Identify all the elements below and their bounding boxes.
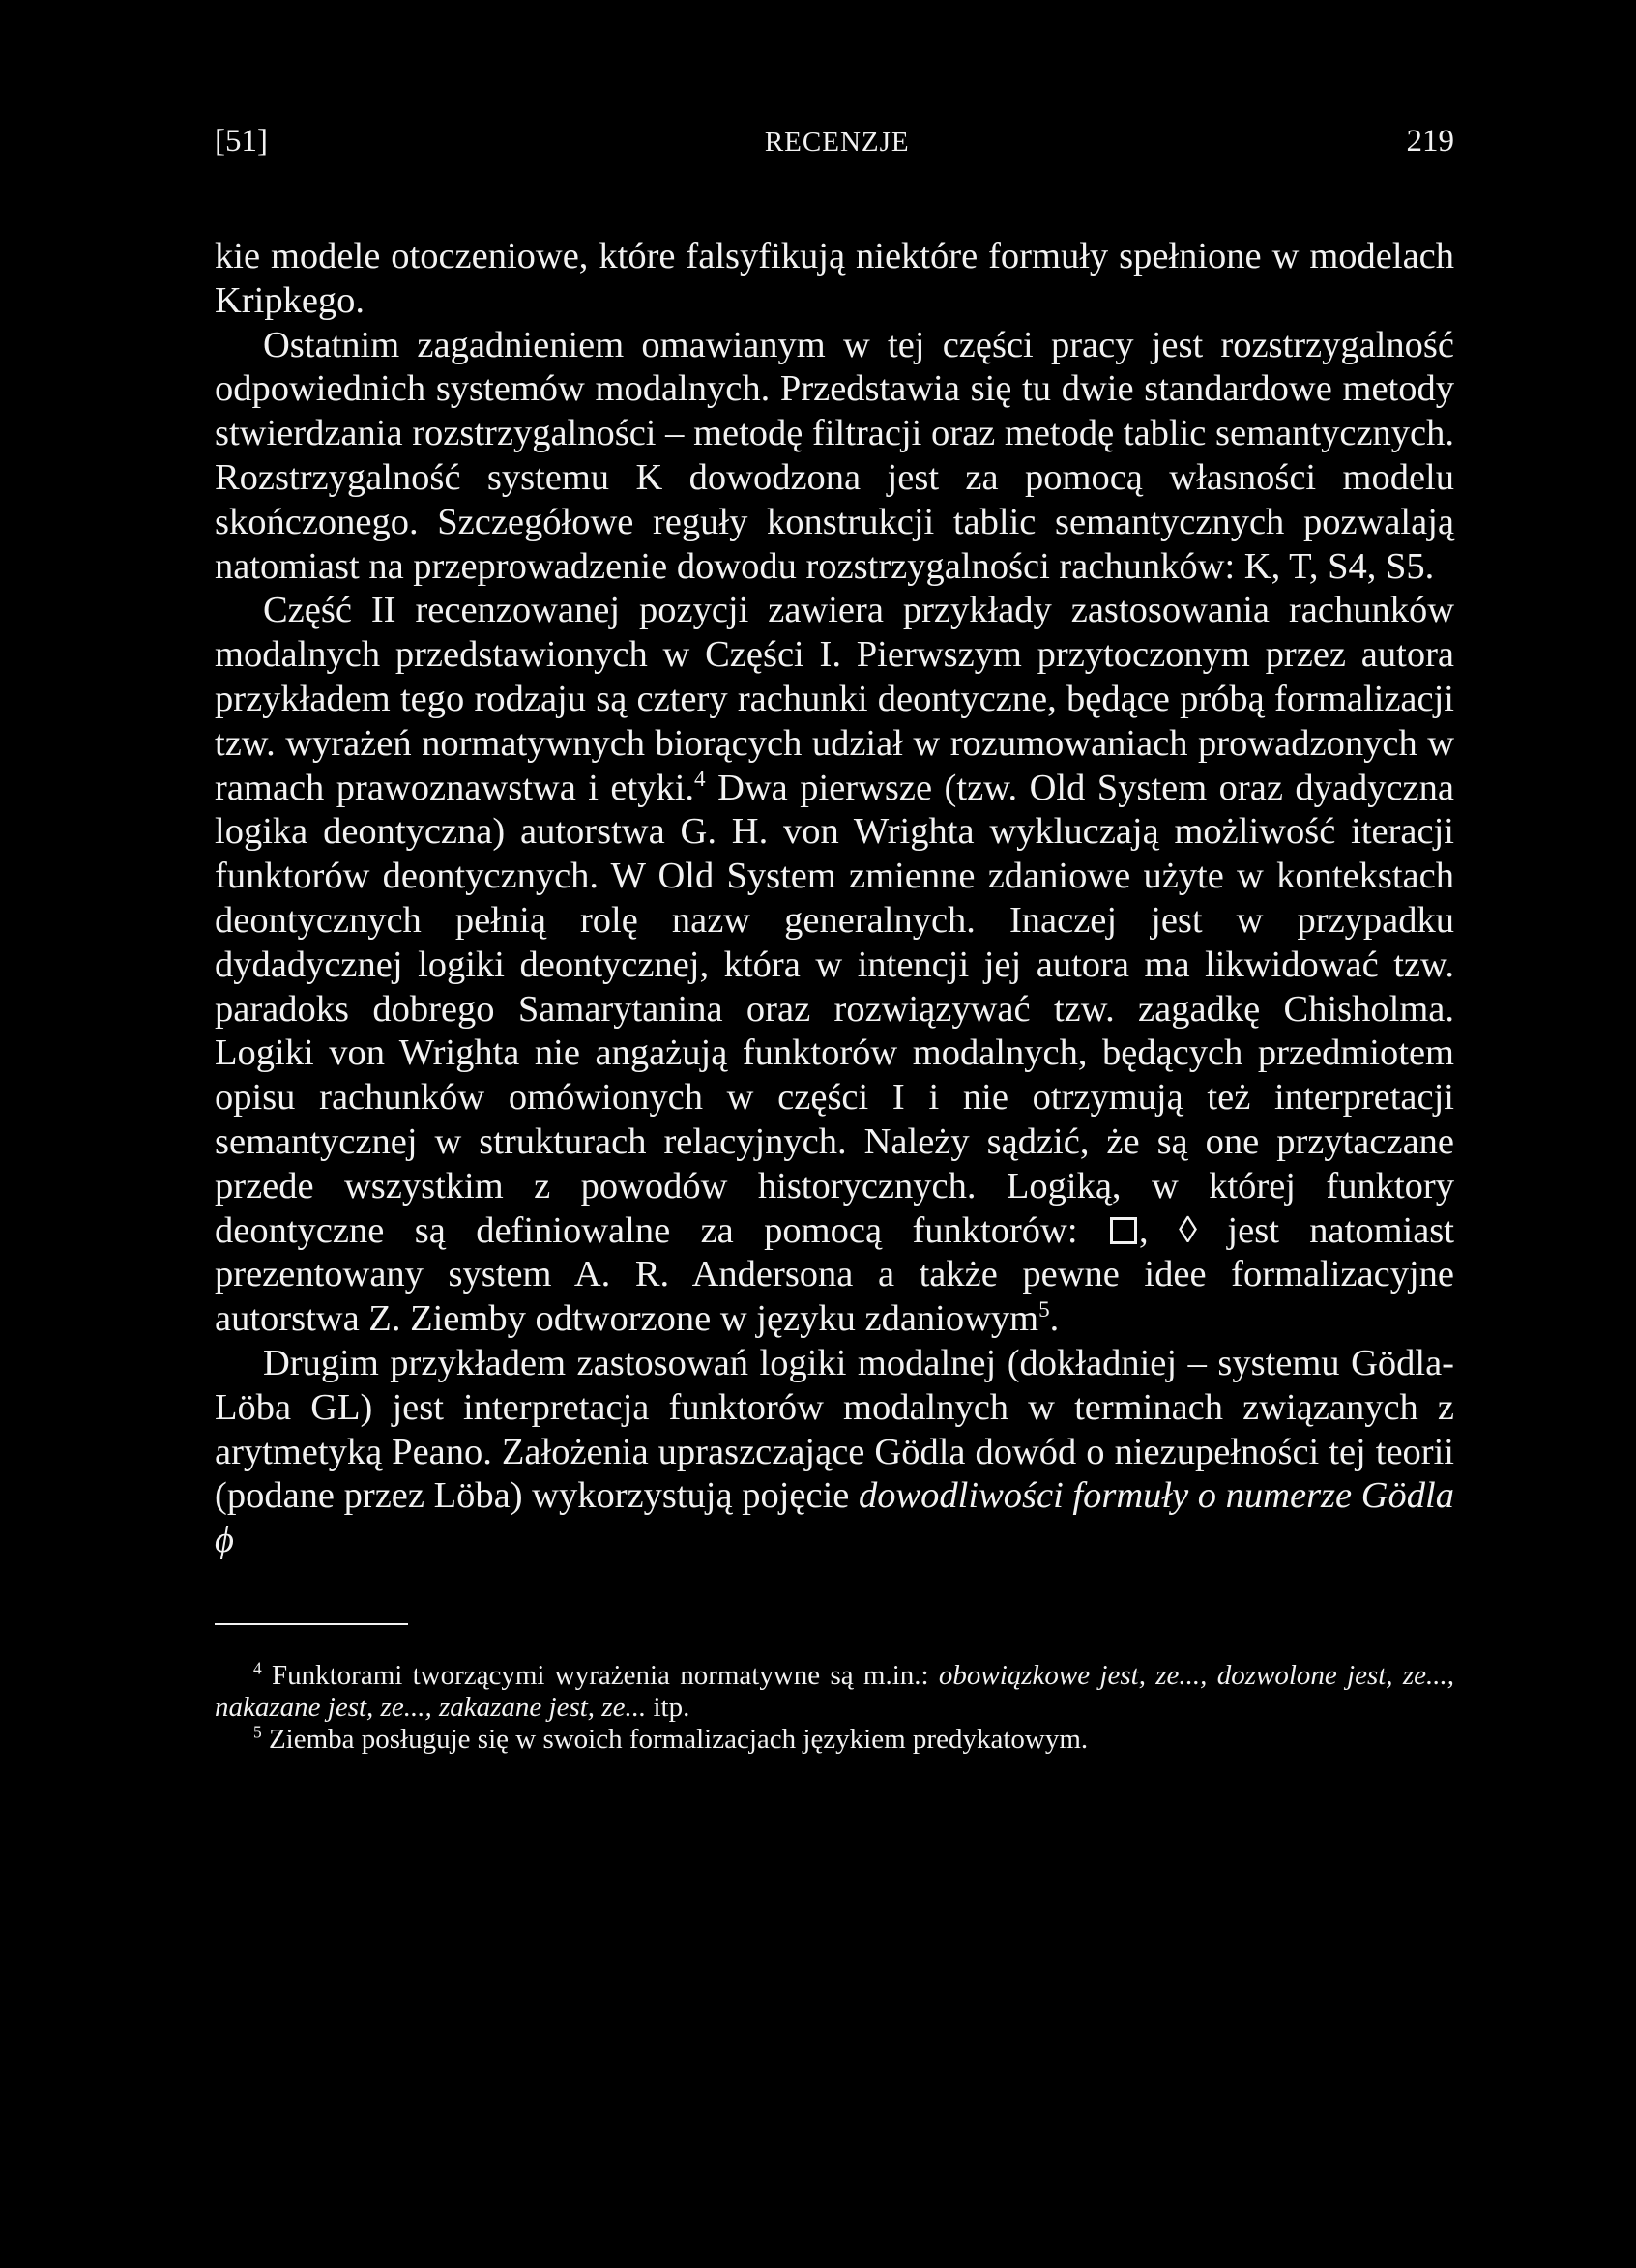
footnote-5-text: Ziemba posługuje się w swoich formalizacjach językiem predykatowym. bbox=[261, 1723, 1089, 1755]
footnote-4-number: 4 bbox=[253, 1658, 262, 1678]
footnote-ref-5: 5 bbox=[1038, 1296, 1050, 1323]
footnote-5-number: 5 bbox=[253, 1722, 262, 1742]
footnotes bbox=[215, 1660, 1454, 1756]
paragraph-4-part-a: Drugim przykładem zastosowań logiki modalnej (dokładniej – systemu Gödla-Löba GL) jest interpretacja funktorów modalnych w terminach związanych z arytmetyką Peano. Założenia upraszczające Gödla dowód o niezupełności tej teorii (podane przez Löba) wykorzystują pojęcie bbox=[215, 1342, 1454, 1517]
footnote-4-italic: obowiązkowe jest, ze..., dozwolone jest, ze..., nakazane jest, ze..., zakazane jest, ze... bbox=[215, 1659, 1454, 1723]
paragraph-3-part-d: . bbox=[1049, 1298, 1060, 1340]
body-text bbox=[215, 235, 1454, 1563]
paragraph-1: kie modele otoczeniowe, które falsyfikują niektóre formuły spełnione w modelach Kripkego. bbox=[215, 236, 1454, 321]
paragraph-4 bbox=[215, 1342, 1454, 1563]
header-title: RECENZJE bbox=[764, 127, 910, 158]
paragraph-4-italic: dowodliwości formuły o numerze Gödla ϕ bbox=[215, 1475, 1455, 1561]
paragraph-3 bbox=[215, 589, 1454, 1342]
footnote-4-text-a: Funktorami tworzącymi wyrażenia normatywne są m.in.: bbox=[261, 1659, 939, 1691]
footnote-4-text-b: itp. bbox=[646, 1691, 690, 1723]
paragraph-3-part-b: Dwa pierwsze (tzw. Old System oraz dyadyczna logika deontyczna) autorstwa G. H. von Wrighta wykluczają możliwość iteracji funktorów deontycznych. W Old System zmienne zdaniowe użyte w kontekstach deontycznych pełnią rolę nazw generalnych. Inaczej jest w przypadku dydadycznej logiki deontycznej, która w intencji jej autora ma likwidować tzw. paradoks dobrego Samarytanina oraz rozwiązywać tzw. zagadkę Chisholma. Logiki von Wrighta nie angażują funktorów modalnych, będących przedmiotem opisu rachunków omówionych w części I i nie otrzymują też interpretacji semantycznej w strukturach relacyjnych. Należy sądzić, że są one przytaczane przede wszystkim z powodów historycznych. Logiką, w której funktory deontyczne są definiowalne za pomocą funktorów: bbox=[215, 767, 1454, 1251]
footnote-ref-4: 4 bbox=[694, 765, 706, 791]
paragraph-2: Ostatnim zagadnieniem omawianym w tej części pracy jest rozstrzygalność odpowiednich systemów modalnych. Przedstawia się tu dwie standardowe metody stwierdzania rozstrzygalności – metodę filtracji oraz metodę tablic semantycznych. Rozstrzygalność systemu K dowodzona jest za pomocą własności modelu skończonego. Szczegółowe reguły konstrukcji tablic semantycznych pozwalają natomiast na przeprowadzenie dowodu rozstrzygalności rachunków: K, T, S4, S5. bbox=[215, 324, 1454, 587]
paragraph-3-part-c: , ◊ jest natomiast prezentowany system A. R. Andersona a także pewne idee formalizacyjne autorstwa Z. Ziemby odtworzone w języku zdaniowym bbox=[215, 1209, 1454, 1340]
document-page bbox=[215, 124, 1454, 1756]
header-section-number: [51] bbox=[215, 124, 268, 159]
footnote-4 bbox=[215, 1660, 1454, 1724]
footnote-5 bbox=[215, 1724, 1454, 1756]
paragraph-3-part-a: Część II recenzowanej pozycji zawiera przykłady zastosowania rachunków modalnych przedstawionych w Części I. Pierwszym przytoczonym przez autora przykładem tego rodzaju są cztery rachunki deontyczne, będące próbą formalizacji tzw. wyrażeń normatywnych biorących udział w rozumowaniach prowadzonych w ramach prawoznawstwa i etyki. bbox=[215, 590, 1454, 808]
header-page-number: 219 bbox=[1406, 124, 1454, 159]
footnote-separator bbox=[215, 1623, 408, 1625]
running-header bbox=[215, 124, 1454, 182]
box-operator-icon bbox=[1110, 1217, 1137, 1244]
